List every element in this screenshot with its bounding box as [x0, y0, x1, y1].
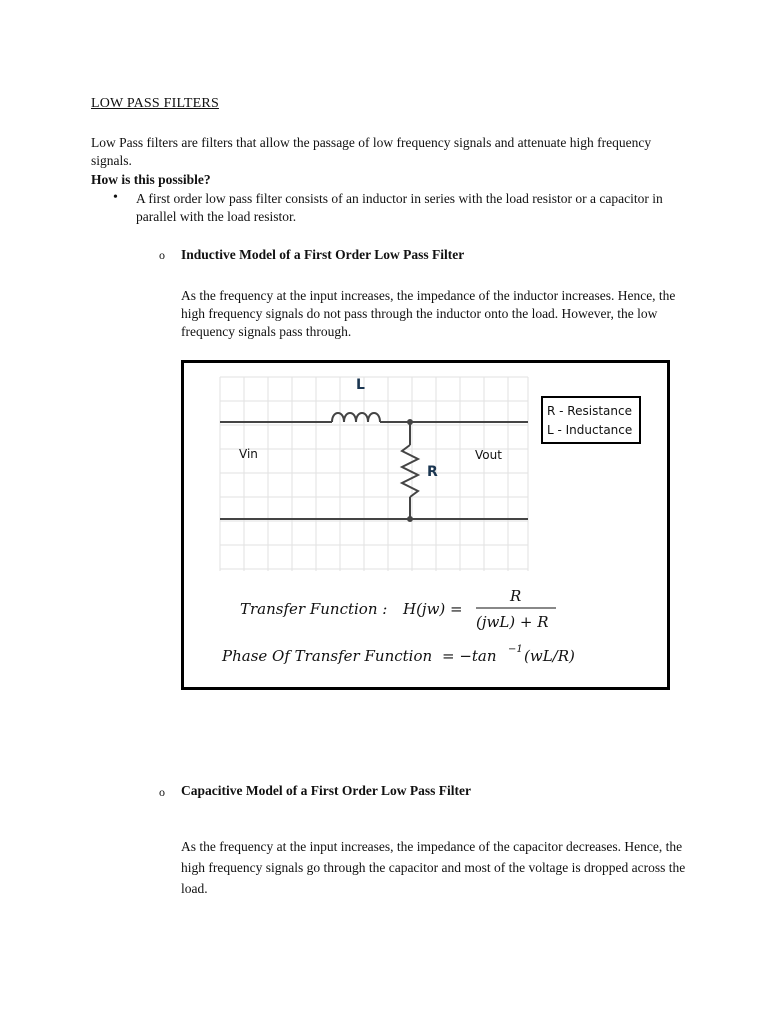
inductive-circuit-figure — [181, 360, 670, 690]
inductor-coil — [332, 413, 380, 422]
phase-argument: (wL/R) — [524, 647, 575, 665]
circuit-diagram — [184, 363, 667, 687]
bullet-text: A first order low pass filter consists of an inductor in series with the load resistor or a capacitor in parallel with the load resistor. — [136, 191, 663, 224]
transfer-function-lhs: H(jw) = — [403, 600, 463, 618]
transfer-denominator: (jwL) + R — [476, 613, 549, 631]
legend-inductance: L - Inductance — [547, 423, 633, 437]
intro-paragraph: Low Pass filters are filters that allow the passage of low frequency signals and attenuate high frequency signals. — [91, 135, 652, 168]
capacitive-model-title: Capacitive Model of a First Order Low Pass Filter — [181, 783, 471, 798]
transfer-numerator: R — [510, 587, 522, 605]
inductor-label: L — [356, 377, 365, 393]
resistor-label: R — [427, 464, 438, 480]
top-junction-node — [407, 419, 413, 425]
phase-label: Phase Of Transfer Function — [222, 647, 433, 665]
legend-resistance: R - Resistance — [547, 404, 632, 418]
grid-background — [220, 377, 528, 571]
bullet-marker: • — [113, 190, 118, 205]
vout-label: Vout — [475, 448, 502, 462]
transfer-function-label: Transfer Function : — [240, 600, 388, 618]
phase-rhs: = −tan — [442, 647, 497, 665]
question-heading: How is this possible? — [91, 172, 211, 187]
inductive-paragraph: As the frequency at the input increases, the impedance of the inductor increases. Hence, the high frequency signals do not pass through the inductor onto the load. However, the low frequency signals pass through. — [181, 288, 676, 339]
bottom-junction-node — [407, 516, 413, 522]
capacitive-paragraph: As the frequency at the input increases, the impedance of the capacitor decreases. Hence, the high frequency signals go through the capacitor and most of the voltage is dropped across the load. — [181, 839, 686, 896]
phase-exponent: −1 — [508, 644, 523, 655]
document-heading: LOW PASS FILTERS — [91, 96, 219, 111]
inductive-model-title: Inductive Model of a First Order Low Pass Filter — [181, 247, 465, 262]
sub-bullet-marker: o — [159, 248, 165, 262]
resistor-zigzag — [402, 445, 418, 497]
vin-label: Vin — [239, 447, 258, 461]
sub-bullet-marker: o — [159, 785, 165, 799]
